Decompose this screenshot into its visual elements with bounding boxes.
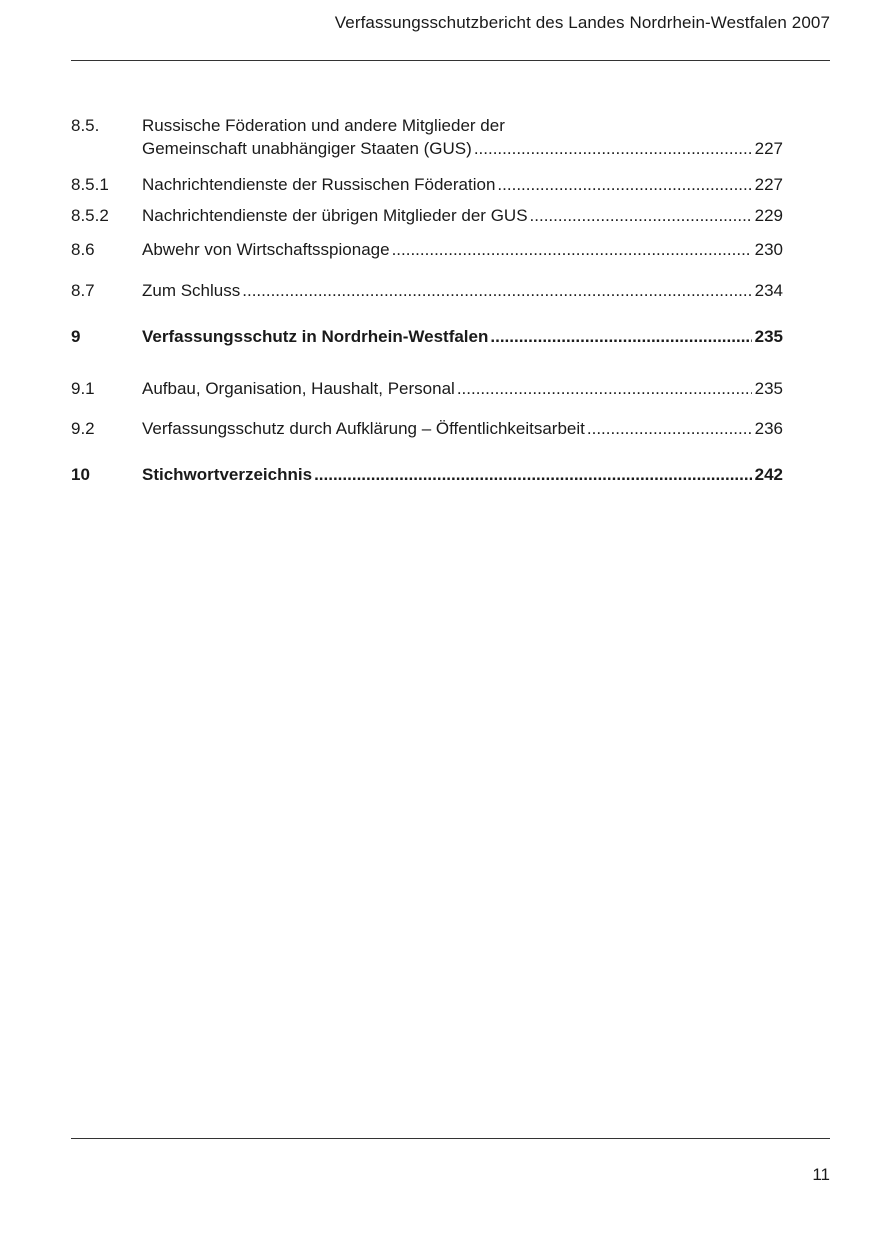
toc-entry-page: 236 <box>754 419 783 438</box>
dot-leader <box>474 137 752 160</box>
page-number: 11 <box>812 1165 830 1184</box>
toc-entry-page: 235 <box>754 379 783 398</box>
toc-entry-page: 242 <box>754 465 783 484</box>
toc-entry-title: Verfassungsschutz in Nordrhein-Westfalen <box>142 327 489 346</box>
toc-entry-number: 8.6 <box>71 240 95 259</box>
toc-entry-title: Nachrichtendienste der übrigen Mitglieder der GUS <box>142 206 528 225</box>
toc-entry-title: Abwehr von Wirtschaftsspionage <box>142 240 390 259</box>
dot-leader <box>497 173 751 196</box>
running-header: Verfassungsschutzbericht des Landes Nordrhein-Westfalen 2007 <box>334 13 830 32</box>
dot-leader <box>587 417 752 440</box>
toc-entry-number: 8.5.1 <box>71 175 109 194</box>
dot-leader <box>392 238 752 261</box>
dot-leader <box>530 204 752 227</box>
toc-entry-title: Nachrichtendienste der Russischen Föderation <box>142 175 496 194</box>
toc-entry-page: 235 <box>754 327 783 346</box>
toc-entry-number: 10 <box>71 465 90 484</box>
toc-entry-number: 8.7 <box>71 281 95 300</box>
toc-entry-number: 9.2 <box>71 419 95 438</box>
toc-entry-number: 8.5.2 <box>71 206 109 225</box>
toc-entry-title: Aufbau, Organisation, Haushalt, Personal <box>142 379 455 398</box>
toc-entry-title: Stichwortverzeichnis <box>142 465 313 484</box>
toc-entry-title-line2: Gemeinschaft unabhängiger Staaten (GUS) <box>142 139 472 158</box>
toc-entry-title-line1: Russische Föderation und andere Mitglieder der <box>142 116 505 135</box>
toc-entry-number: 9 <box>71 327 81 346</box>
dot-leader <box>490 325 751 348</box>
footer-divider <box>71 1138 830 1139</box>
toc-entry-page: 234 <box>754 281 783 300</box>
toc-entry-page: 229 <box>754 206 783 225</box>
toc-entry-page: 230 <box>754 240 783 259</box>
toc-entry-page: 227 <box>754 139 783 158</box>
dot-leader <box>242 279 751 302</box>
toc-entry-number: 8.5. <box>71 116 100 135</box>
dot-leader <box>457 377 752 400</box>
header-divider <box>71 60 830 61</box>
toc-entry-page: 227 <box>754 175 783 194</box>
dot-leader <box>314 463 752 486</box>
toc-entry-title: Zum Schluss <box>142 281 241 300</box>
toc-entry-title: Verfassungsschutz durch Aufklärung – Öffentlichkeitsarbeit <box>142 419 585 438</box>
toc-entry-number: 9.1 <box>71 379 95 398</box>
